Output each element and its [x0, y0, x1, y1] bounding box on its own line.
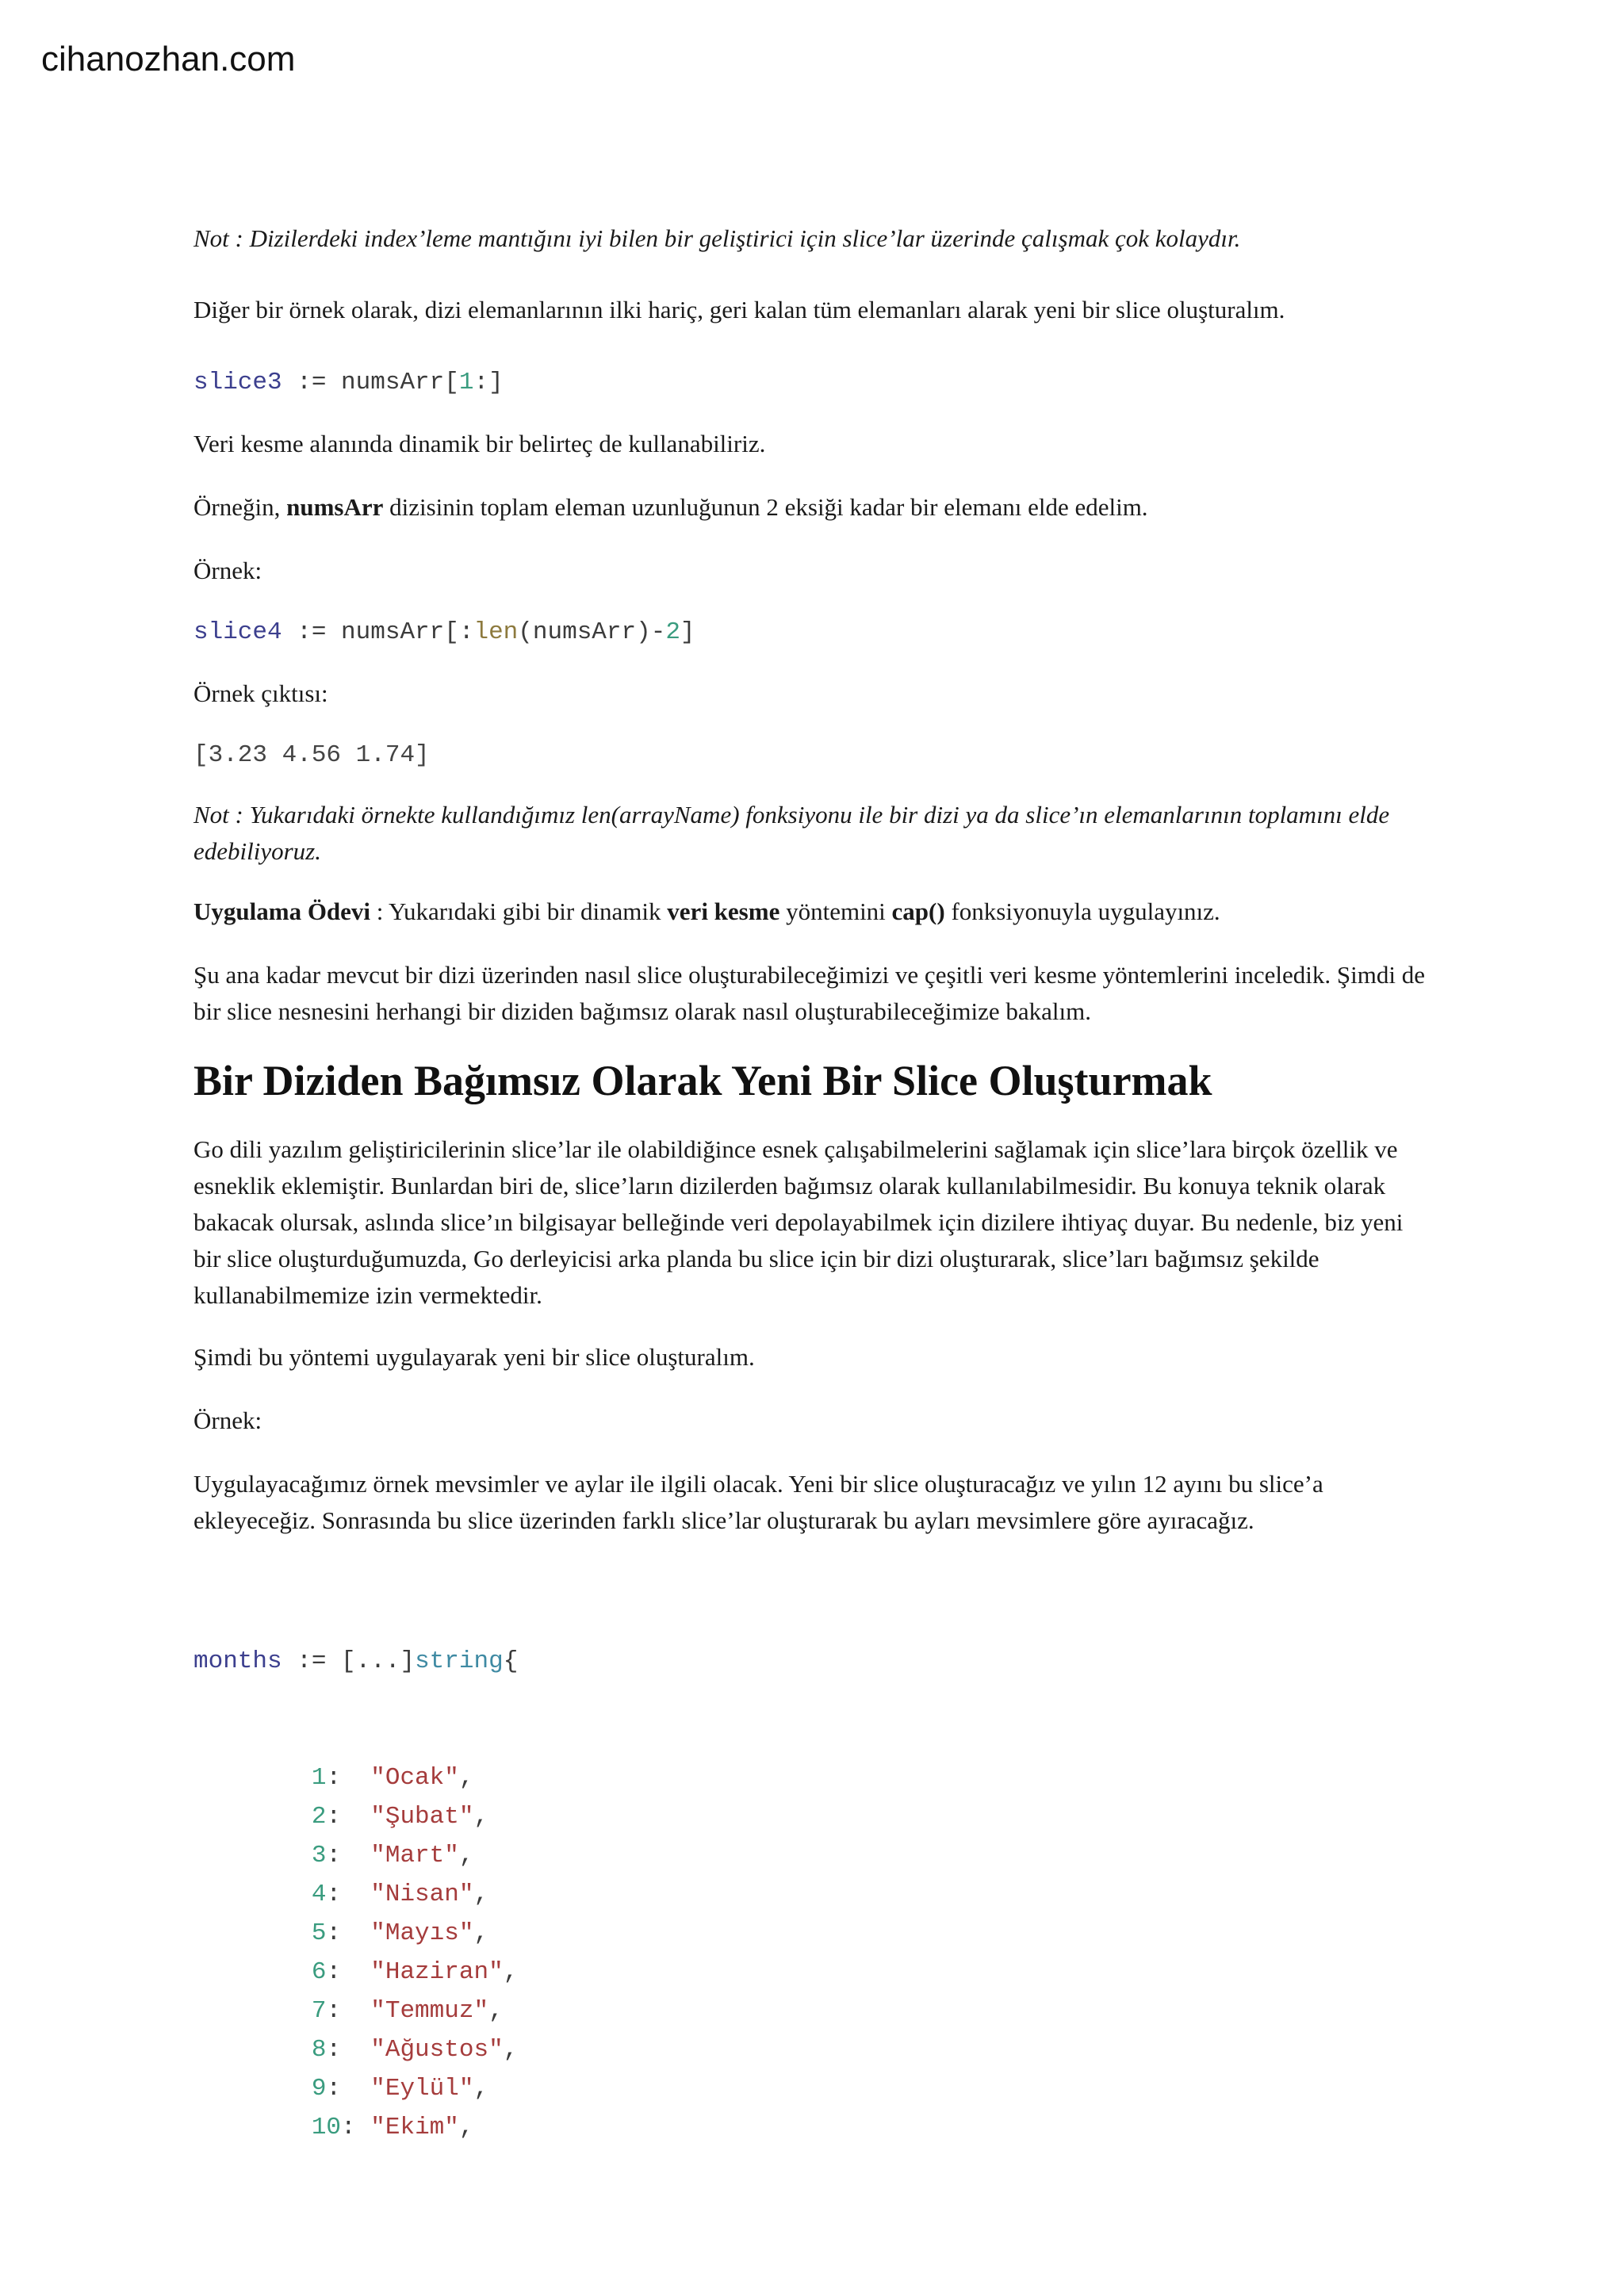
code-string: "Ocak": [370, 1764, 459, 1792]
text: yöntemini: [779, 897, 892, 925]
homework-paragraph: [193, 894, 1431, 930]
code-string: "Haziran": [370, 1958, 504, 1986]
code-text: ]: [680, 618, 695, 646]
code-text: := numsArr[: [282, 369, 459, 396]
code-text: :]: [473, 369, 504, 396]
text: Örneğin,: [193, 493, 287, 521]
code-text: {: [503, 1647, 519, 1675]
code-string: "Eylül": [370, 2075, 474, 2103]
paragraph-months-intro: Uygulayacağımız örnek mevsimler ve aylar ile ilgili olacak. Yeni bir slice oluşturacağız ve yılın 12 ayını bu slice’a ekleyeceğiz. Sonrasında bu slice üzerinden farklı slice’lar oluşturarak bu ayları mevsimlere göre ayıracağız.: [193, 1470, 1323, 1534]
code-string: "Nisan": [370, 1881, 474, 1908]
paragraph-dynamic-spec: Veri kesme alanında dinamik bir belirteç de kullanabiliriz.: [193, 430, 766, 457]
code-line-month: 2: "Şubat",: [311, 1803, 489, 1831]
text: : Yukarıdaki gibi bir dinamik: [370, 897, 668, 925]
text: fonksiyonuyla uygulayınız.: [944, 897, 1220, 925]
bold-cap: cap(): [891, 897, 945, 925]
code-text: := [...]: [282, 1647, 416, 1675]
bold-numsarr: numsArr: [286, 493, 384, 521]
code-month-lines: [193, 1758, 1431, 2147]
code-months: [193, 1564, 1431, 2225]
code-index: 1: [311, 1764, 327, 1792]
code-var: slice3: [193, 369, 282, 396]
code-index: 2: [311, 1803, 327, 1831]
code-line-month: 8: "Ağustos",: [311, 2036, 519, 2064]
code-slice3: [193, 363, 1431, 402]
code-line-header: [193, 1642, 1431, 1681]
code-number: 2: [665, 618, 680, 646]
code-index: 9: [311, 2075, 327, 2103]
text: dizisinin toplam eleman uzunluğunun 2 eksiği kadar bir elemanı elde edelim.: [383, 493, 1148, 521]
code-index: 4: [311, 1881, 327, 1908]
code-index: 6: [311, 1958, 327, 1986]
code-type: string: [415, 1647, 504, 1675]
code-slice4: [193, 613, 1431, 652]
code-line-month: 3: "Mart",: [311, 1842, 474, 1869]
code-line-month: 4: "Nisan",: [311, 1881, 489, 1908]
code-index: 5: [311, 1919, 327, 1947]
section-heading: Bir Diziden Bağımsız Olarak Yeni Bir Slice Oluşturmak: [193, 1057, 1212, 1104]
code-line-month: 6: "Haziran",: [311, 1958, 519, 1986]
code-output: [3.23 4.56 1.74]: [193, 741, 430, 769]
paragraph-slice3-intro: Diğer bir örnek olarak, dizi elemanlarının ilki hariç, geri kalan tüm elemanları alarak yeni bir slice oluşturalım.: [193, 296, 1285, 323]
code-string: "Mayıs": [370, 1919, 474, 1947]
code-var: slice4: [193, 618, 282, 646]
code-index: 10: [311, 2114, 342, 2141]
code-var: months: [193, 1647, 282, 1675]
note-index-logic: Not : Dizilerdeki index’leme mantığını iyi bilen bir geliştirici için slice’lar üzerinde çalışmak çok kolaydır.: [193, 224, 1241, 252]
code-line-month: 1: "Ocak",: [311, 1764, 474, 1792]
code-string: "Şubat": [370, 1803, 474, 1831]
code-number: 1: [458, 369, 474, 396]
paragraph-summary: Şu ana kadar mevcut bir dizi üzerinden nasıl slice oluşturabileceğimizi ve çeşitli veri kesme yöntemlerini inceledik. Şimdi de bir slice nesnesini herhangi bir diziden bağımsız olarak nasıl oluşturabileceğimize bakalım.: [193, 961, 1425, 1025]
paragraph-numsarr: [193, 489, 1431, 526]
paragraph-apply-method: Şimdi bu yöntemi uygulayarak yeni bir slice oluşturalım.: [193, 1343, 755, 1371]
code-line-month: 9: "Eylül",: [311, 2075, 489, 2103]
code-function: len: [473, 618, 519, 646]
paragraph-go-slices: Go dili yazılım geliştiricilerinin slice’lar ile olabildiğince esnek çalışabilmelerini sağlamak için slice’lara birçok özellik ve esneklik eklemiştir. Bunlardan biri de, slice’ların dizilerden bağımsız olarak kullanılabilmesidir. Bu konuya teknik olarak bakacak olursak, aslında slice’ın bilgisayar belleğinde veri depolayabilmek için dizilere ihtiyaç duyar. Bu nedenle, biz yeni bir slice oluşturduğumuzda, Go derleyicisi arka planda bu slice için bir dizi oluşturarak, slice’ları bağımsız şekilde kullanabilmemize izin vermektedir.: [193, 1135, 1404, 1309]
code-line-month: 5: "Mayıs",: [311, 1919, 489, 1947]
site-title: cihanozhan.com: [41, 40, 296, 78]
bold-veri-kesme: veri kesme: [667, 897, 780, 925]
code-index: 7: [311, 1997, 327, 2025]
document-content: [193, 220, 1431, 2225]
code-line-month: 7: "Temmuz",: [311, 1997, 504, 2025]
code-string: "Ağustos": [370, 2036, 504, 2064]
example-label: Örnek:: [193, 557, 262, 584]
code-index: 3: [311, 1842, 327, 1869]
code-line-month: 10: "Ekim",: [311, 2114, 474, 2141]
code-index: 8: [311, 2036, 327, 2064]
bold-homework: Uygulama Ödevi: [193, 897, 371, 925]
code-text: (numsArr)-: [518, 618, 666, 646]
example-label-2: Örnek:: [193, 1406, 262, 1434]
code-string: "Mart": [370, 1842, 459, 1869]
code-text: := numsArr[:: [282, 618, 474, 646]
output-label: Örnek çıktısı:: [193, 679, 328, 707]
code-string: "Temmuz": [370, 1997, 489, 2025]
note-len-function: Not : Yukarıdaki örnekte kullandığımız len(arrayName) fonksiyonu ile bir dizi ya da slice’ın elemanlarının toplamını elde edebiliyoruz.: [193, 801, 1390, 865]
code-string: "Ekim": [370, 2114, 459, 2141]
